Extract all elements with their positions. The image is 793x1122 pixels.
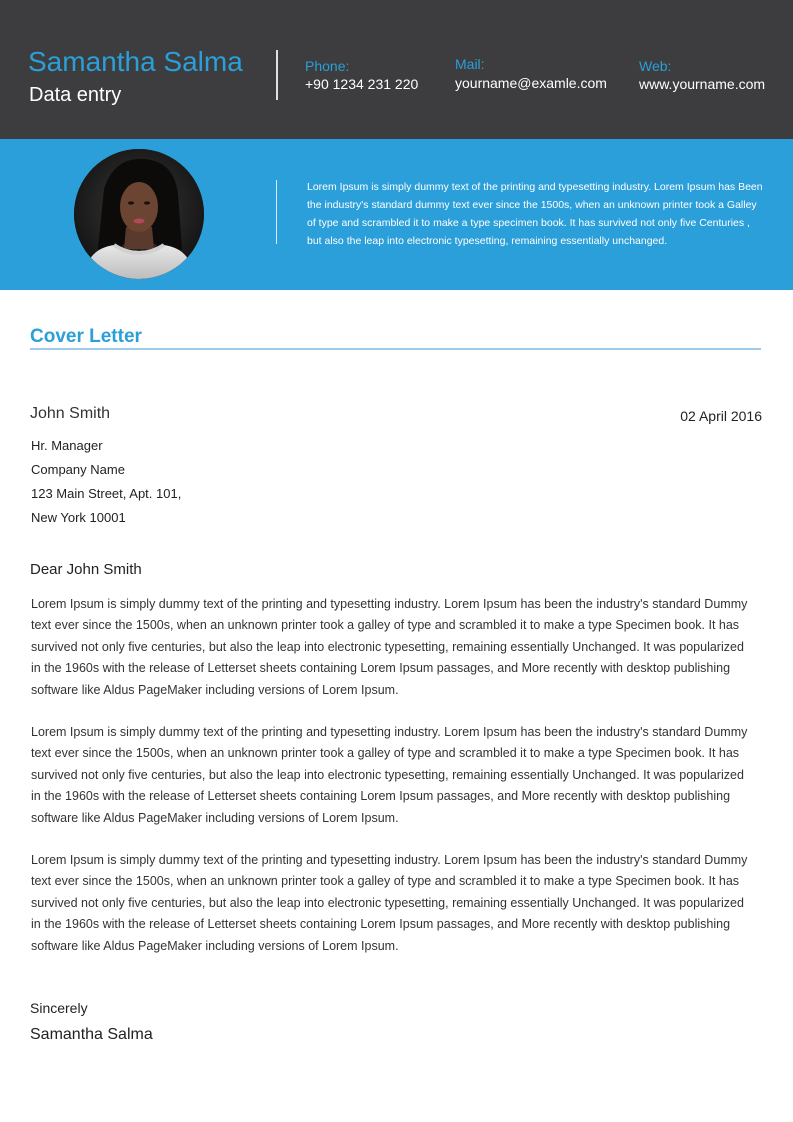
phone-label: Phone: [305, 58, 350, 74]
resume-header [0, 0, 793, 139]
phone-value: +90 1234 231 220 [305, 76, 419, 92]
applicant-role: Data entry [29, 84, 122, 106]
profile-summary: Lorem Ipsum is simply dummy text of the printing and typesetting industry. Lorem Ipsum has Been the industry's standard dummy text ever since the 1500s, when an unknown printer took a Galley of type and scrambled it to make a type specimen book. It has survived not only five Centuries , but also the leap into electronic typesetting, remaining essentially unchanged. [307, 181, 763, 247]
signature: Samantha Salma [30, 1026, 153, 1043]
web-label: Web: [639, 58, 672, 74]
recipient-name: John Smith [30, 405, 111, 422]
mail-value: yourname@examle.com [455, 75, 607, 91]
header-divider [276, 50, 278, 100]
profile-divider [276, 180, 277, 244]
applicant-name: Samantha Salma [28, 46, 243, 77]
address-line: Company Name [31, 462, 125, 477]
mail-label: Mail: [455, 56, 485, 72]
section-title: Cover Letter [30, 326, 142, 347]
profile-photo [74, 149, 204, 279]
letter-paragraph: Lorem Ipsum is simply dummy text of the printing and typesetting industry. Lorem Ipsum has been the industry's standard Dummy text ever since the 1500s, when an unknown printer took a galley of type and scrambled it to make a type Specimen book. It has survived not only five centuries, but also the leap into electronic typesetting, remaining essentially Unchanged. It was popularized in the 1960s with the release of Letterset sheets containing Lorem Ipsum passages, and More recently with desktop publishing software like Aldus PageMaker including versions of Lorem Ipsum. [31, 853, 748, 953]
letter-paragraph: Lorem Ipsum is simply dummy text of the printing and typesetting industry. Lorem Ipsum has been the industry's standard Dummy text ever since the 1500s, when an unknown printer took a galley of type and scrambled it to make a type Specimen book. It has survived not only five centuries, but also the leap into electronic typesetting, remaining essentially Unchanged. It was popularized in the 1960s with the release of Letterset sheets containing Lorem Ipsum passages, and More recently with desktop publishing software like Aldus PageMaker including versions of Lorem Ipsum. [31, 597, 748, 697]
web-value: www.yourname.com [639, 76, 766, 92]
salutation: Dear John Smith [30, 561, 142, 578]
letter-paragraph: Lorem Ipsum is simply dummy text of the printing and typesetting industry. Lorem Ipsum has been the industry's standard Dummy text ever since the 1500s, when an unknown printer took a galley of type and scrambled it to make a type Specimen book. It has survived not only five centuries, but also the leap into electronic typesetting, remaining essentially Unchanged. It was popularized in the 1960s with the release of Letterset sheets containing Lorem Ipsum passages, and More recently with desktop publishing software like Aldus PageMaker including versions of Lorem Ipsum. [31, 725, 748, 825]
section-divider [30, 348, 761, 350]
address-line: New York 10001 [31, 510, 126, 525]
letter-date: 02 April 2016 [680, 408, 762, 424]
portrait-icon [74, 149, 204, 279]
address-line: 123 Main Street, Apt. 101, [31, 486, 182, 501]
closing: Sincerely [30, 1000, 88, 1016]
address-line: Hr. Manager [31, 438, 103, 453]
